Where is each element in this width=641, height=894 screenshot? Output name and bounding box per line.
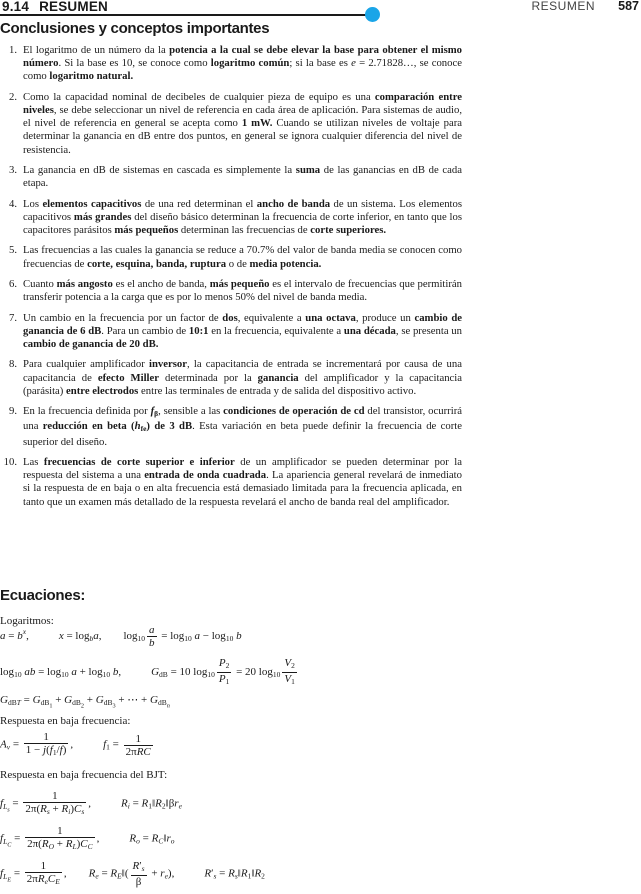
conclusion-item [0, 405, 462, 449]
item-text: En la frecuencia definida por $f_\beta$, sensible a las condiciones de operación de cd del transistor, ocurrirá una reducción en beta $(h_{fe})$ de 3 dB. Esta variación en beta puede definir la frecuencia de corte superior del diseño. [23, 405, 463, 448]
bjt-label: Respuesta en baja frecuencia del BJT: [0, 769, 168, 781]
conclusions-list [0, 44, 462, 516]
item-text: Como la capacidad nominal de decibeles de cualquier pieza de equipo es una comparación entre niveles, se debe seleccionar un nivel de referencia en cada área de aplicación. Para sistemas de audio, el nivel de referencia en general se acepta como 1 mW. Cuando se utilizan niveles de voltaje para determinar la ganancia en dB entre dos puntos, en general se ignora cualquier diferencia del nivel de resistencia. [23, 90, 463, 156]
item-number: 8. [8, 358, 17, 371]
item-number: 6. [8, 277, 17, 290]
conclusion-item [0, 312, 462, 352]
equation-gain-db: $\log_{10}$ ab = $\log_{10} a + \log_{10} b$, $G_{dB} = 10$ $\log_{10}$ $\frac{P_2}{P_1}$ = 20 $\log_{10}$ $\frac{V_2}{V_1}$ [0, 657, 295, 686]
item-number: 10. [3, 455, 17, 468]
item-text: El logaritmo de un número da la potencia a la cual se debe elevar la base para obtener el mismo número. Si la base es 10, se conoce como logaritmo común; si la base es e = 2.71828…, se conoce como logaritmo natural. [23, 44, 462, 83]
equation-low-frequency: $A_v$ = $\frac{1}{1 - j(f_1/f)}$ , $f_1$ = $\frac{1}{\text{2πRC}}$ [0, 731, 151, 758]
equation-cascade-gain: $G_{dBT} = G_{dB_1} + G_{dB_2} + G_{dB_3}$ + ⋯ + $G_{dB_n}$ [0, 694, 170, 710]
low-frequency-label: Respuesta en baja frecuencia: [0, 715, 131, 727]
conclusion-item [0, 358, 462, 398]
conclusion-item [0, 198, 462, 238]
equation-bjt-fls: $f_{L_s}$ = $\frac{1}{2\pi(R_s + R_i)C_s}$ , $R_i$ = $R_1‖R_2‖\beta r_e$ [0, 790, 182, 816]
conclusion-item [0, 44, 462, 84]
item-number: 2. [8, 90, 17, 103]
item-text: Los elementos capacitivos de una red determinan el ancho de banda de un sistema. Los elementos capacitivos más grandes del diseño básico determinan la frecuencia de corte inferior, en tanto que los capacitores parásitos más pequeños determinan las frecuencias de corte superiores. [23, 197, 463, 236]
item-text: La ganancia en dB de sistemas en cascada es simplemente la suma de las ganancias en dB de cada etapa. [23, 164, 462, 190]
running-head: RESUMEN [531, 0, 595, 13]
page-number: 587 [618, 0, 639, 13]
conclusion-item [0, 164, 462, 190]
section-title: RESUMEN [39, 0, 108, 14]
equation-bjt-fle: $f_{L_E}$ = $\frac{1}{2\pi R_eC_E}$ , $R_e$ = $R_E‖$( $\frac{R'_s}{\beta}$ + $r_e$), $R'_s$ = $R_s‖R_1‖R_2$ [0, 860, 265, 888]
item-number: 1. [8, 44, 17, 56]
item-text: Las frecuencias a las cuales la ganancia se reduce a 70.7% del valor de banda media se conocen como frecuencias de corte, esquina, banda, ruptura o de media potencia. [23, 244, 462, 270]
item-text: Cuanto más angosto es el ancho de banda, más pequeño es el intervalo de frecuencias que permitirán transferir potencia a la carga que es por lo menos 50% del nivel de banda media. [23, 277, 462, 304]
conclusions-heading: Conclusiones y conceptos importantes [0, 20, 270, 37]
header-dot-icon [365, 7, 380, 22]
equation-log-definitions: $a = b^x$, $x = \log_ba$, $\log_{10}$ $\frac{a}{b}$ = $\log_{10} a - \log_{10} b$ [0, 624, 242, 649]
equation-bjt-flc: $f_{L_C}$ = $\frac{1}{2\pi(R_O + R_L)C_C}$ , $R_o$ = $R_C‖r_o$ [0, 825, 175, 851]
item-text: Para cualquier amplificador inversor, la capacitancia de entrada se incrementará por causa de una capacitancia de efecto Miller determinada por la ganancia del amplificador y la capacitancia (parásita) entre electrodos entre las terminales de entrada y de salida del dispositivo activo. [23, 358, 463, 397]
item-number: 3. [8, 164, 17, 176]
header-rule [0, 14, 372, 16]
section-heading [2, 0, 108, 14]
page-header [0, 0, 641, 16]
item-number: 4. [8, 197, 17, 210]
conclusion-item [0, 278, 462, 304]
item-text: Un cambio en la frecuencia por un factor de dos, equivalente a una octava, produce un cambio de ganancia de 6 dB. Para un cambio de 10:1 en la frecuencia, equivalente a una década, se presenta un cambio de ganancia de 20 dB. [23, 311, 463, 350]
item-number: 9. [8, 405, 17, 418]
equations-heading: Ecuaciones: [0, 587, 86, 604]
section-number: 9.14 [2, 0, 30, 14]
item-text: Las frecuencias de corte superior e inferior de un amplificador se pueden determinar por la respuesta del sistema a una entrada de onda cuadrada. La apariencia general revelará de inmediato si la respuesta de en baja o en alta frecuencia está demasiado limitada para la frecuencia aplicada, en tanto que un examen más detallado de la respuesta revelará el ancho de banda real del amplificador. [23, 455, 462, 508]
conclusion-item [0, 244, 462, 270]
logarithms-label: Logaritmos: [0, 615, 54, 627]
conclusion-item [0, 456, 462, 509]
conclusion-item [0, 91, 462, 157]
item-number: 7. [8, 311, 17, 324]
item-number: 5. [8, 244, 17, 257]
